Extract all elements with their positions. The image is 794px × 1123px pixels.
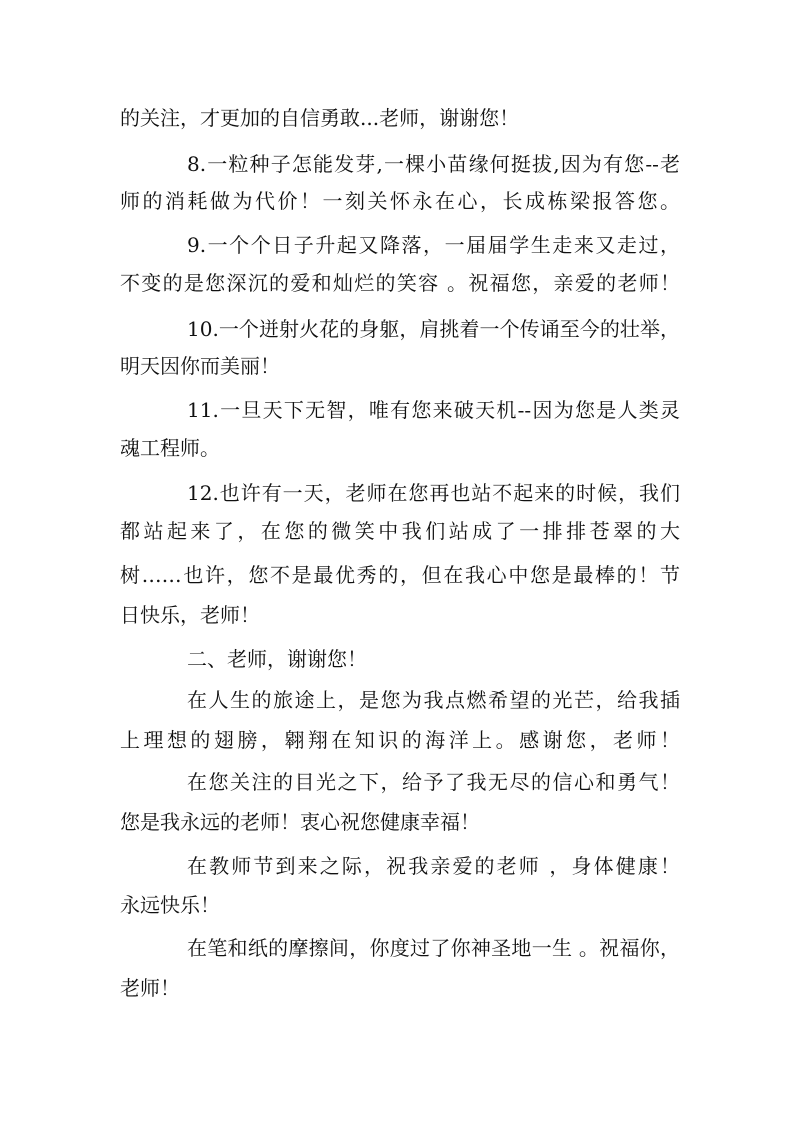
text-line: 9.一个个日子升起又降落，一届届学生走来又走过， [187, 233, 680, 257]
text-line: 老师！ [120, 976, 180, 1000]
text-line: 10.一个迸射火花的身躯，肩挑着一个传诵至今的壮举， [187, 317, 680, 341]
text-line: 12.也许有一天，老师在您再也站不起来的时候，我们 [187, 481, 680, 505]
text-line: 师的消耗做为代价！一刻关怀永在心，长成栋梁报答您。 [120, 189, 680, 213]
text-line: 永远快乐！ [120, 893, 220, 917]
text-line: 日快乐，老师！ [120, 603, 260, 627]
text-line: 11.一旦天下无智，唯有您来破天机--因为您是人类灵 [187, 398, 680, 422]
text-line: 上理想的翅膀，翱翔在知识的海洋上。感谢您，老师！ [120, 728, 680, 752]
text-line: 魂工程师。 [120, 436, 220, 460]
text-line: 都站起来了，在您的微笑中我们站成了一排排苍翠的大 [120, 519, 680, 543]
text-line: 的关注，才更加的自信勇敢...老师，谢谢您！ [120, 106, 520, 130]
text-line: 明天因你而美丽！ [120, 354, 280, 378]
text-line: 在人生的旅途上，是您为我点燃希望的光芒，给我插 [187, 688, 680, 712]
text-line: 树……也许，您不是最优秀的，但在我心中您是最棒的！节 [120, 563, 680, 587]
section-heading: 二、老师，谢谢您！ [187, 647, 367, 671]
text-line: 在笔和纸的摩擦间，你度过了你神圣地一生 。祝福你， [187, 936, 680, 960]
text-line: 您是我永远的老师！衷心祝您健康幸福！ [120, 810, 480, 834]
text-line: 在您关注的目光之下，给予了我无尽的信心和勇气！ [187, 770, 680, 794]
text-line: 在教师节到来之际，祝我亲爱的老师 ，身体健康！ [187, 854, 680, 878]
text-line: 不变的是您深沉的爱和灿烂的笑容 。祝福您，亲爱的老师！ [120, 271, 680, 295]
text-line: 8.一粒种子怎能发芽,一棵小苗缘何挺拔,因为有您--老 [187, 152, 680, 176]
